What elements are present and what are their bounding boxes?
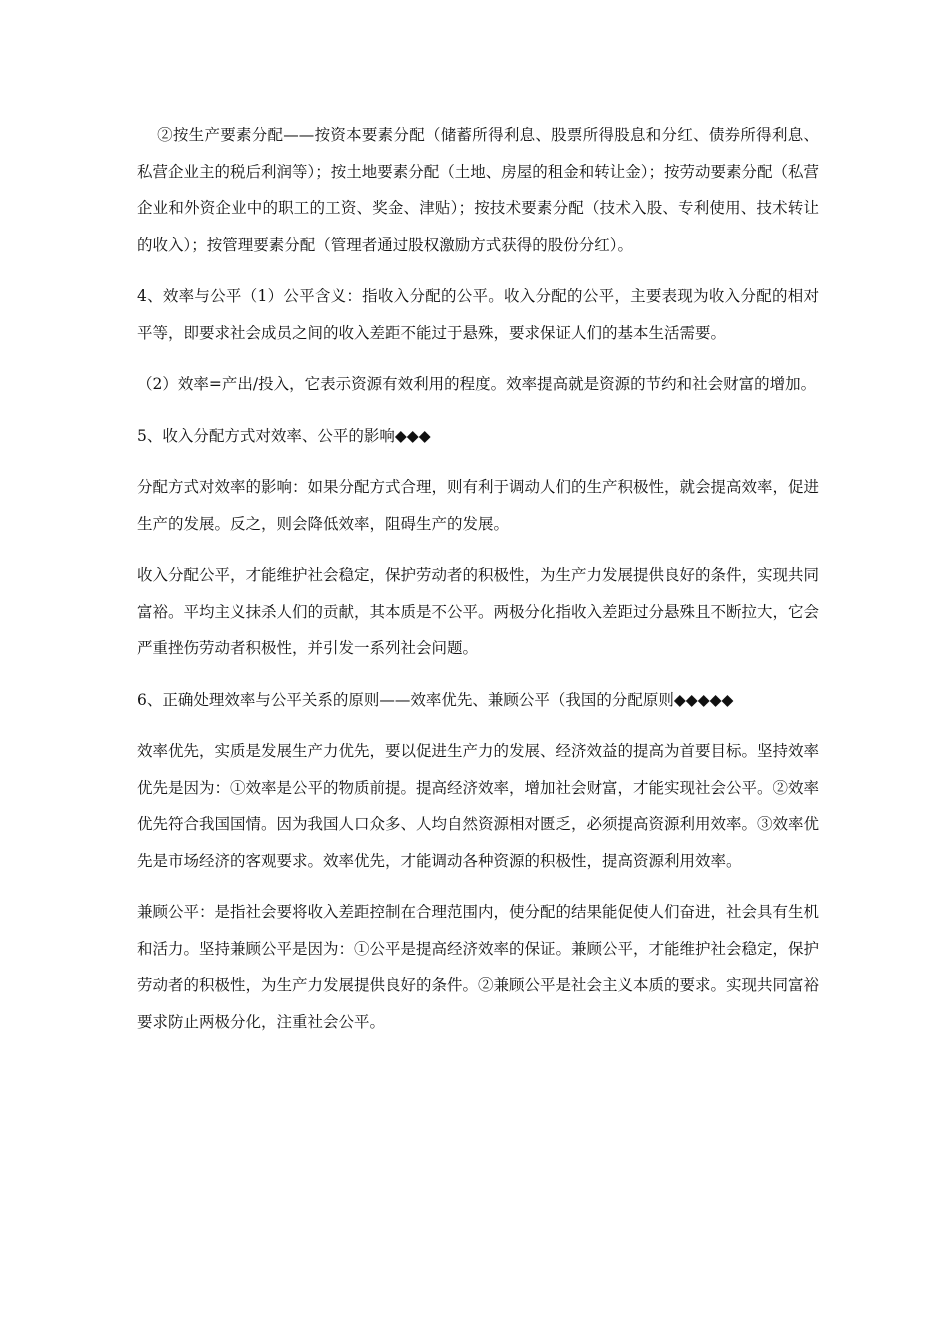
paragraph-heading-6: 6、正确处理效率与公平关系的原则——效率优先、兼顾公平（我国的分配原则◆◆◆◆◆ <box>137 690 734 709</box>
paragraph-distribution-fairness: 收入分配公平，才能维护社会稳定，保护劳动者的积极性，为生产力发展提供良好的条件，实现共同富裕。平均主义抹杀人们的贡献，其本质是不公平。两极分化指收入差距过分悬殊且不断拉大，它会严重挫伤劳动者积极性，并引发一系列社会问题。 <box>137 566 820 657</box>
paragraph-fairness-consideration: 兼顾公平：是指社会要将收入差距控制在合理范围内，使分配的结果能促使人们奋进，社会具有生机和活力。坚持兼顾公平是因为：①公平是提高经济效率的保证。兼顾公平，才能维护社会稳定，保护劳动者的积极性，为生产力发展提供良好的条件。②兼顾公平是社会主义本质的要求。实现共同富裕要求防止两极分化，注重社会公平。 <box>137 903 820 1031</box>
paragraph-heading-5: 5、收入分配方式对效率、公平的影响◆◆◆ <box>137 426 431 445</box>
paragraph-efficiency-fairness-meaning: 4、效率与公平（1）公平含义：指收入分配的公平。收入分配的公平，主要表现为收入分配的相对平等，即要求社会成员之间的收入差距不能过于悬殊，要求保证人们的基本生活需要。 <box>137 287 819 342</box>
document-body <box>137 117 819 1055</box>
paragraph-efficiency-definition: （2）效率=产出/投入，它表示资源有效利用的程度。效率提高就是资源的节约和社会财富的增加。 <box>137 375 817 393</box>
paragraph-distribution-effect-efficiency: 分配方式对效率的影响：如果分配方式合理，则有利于调动人们的生产积极性，就会提高效率，促进生产的发展。反之，则会降低效率，阻碍生产的发展。 <box>137 478 820 533</box>
paragraph-efficiency-priority: 效率优先，实质是发展生产力优先，要以促进生产力的发展、经济效益的提高为首要目标。坚持效率优先是因为：①效率是公平的物质前提。提高经济效率，增加社会财富，才能实现社会公平。②效率优先符合我国国情。因为我国人口众多、人均自然资源相对匮乏，必须提高资源利用效率。③效率优先是市场经济的客观要求。效率优先，才能调动各种资源的积极性，提高资源利用效率。 <box>137 742 820 870</box>
paragraph-factor-distribution: ②按生产要素分配——按资本要素分配（储蓄所得利息、股票所得股息和分红、债券所得利息、私营企业主的税后利润等）；按土地要素分配（土地、房屋的租金和转让金）；按劳动要素分配（私营企业和外资企业中的职工的工资、奖金、津贴）；按技术要素分配（技术入股、专利使用、技术转让的收入）；按管理要素分配（管理者通过股权激励方式获得的股份分红）。 <box>137 126 820 254</box>
